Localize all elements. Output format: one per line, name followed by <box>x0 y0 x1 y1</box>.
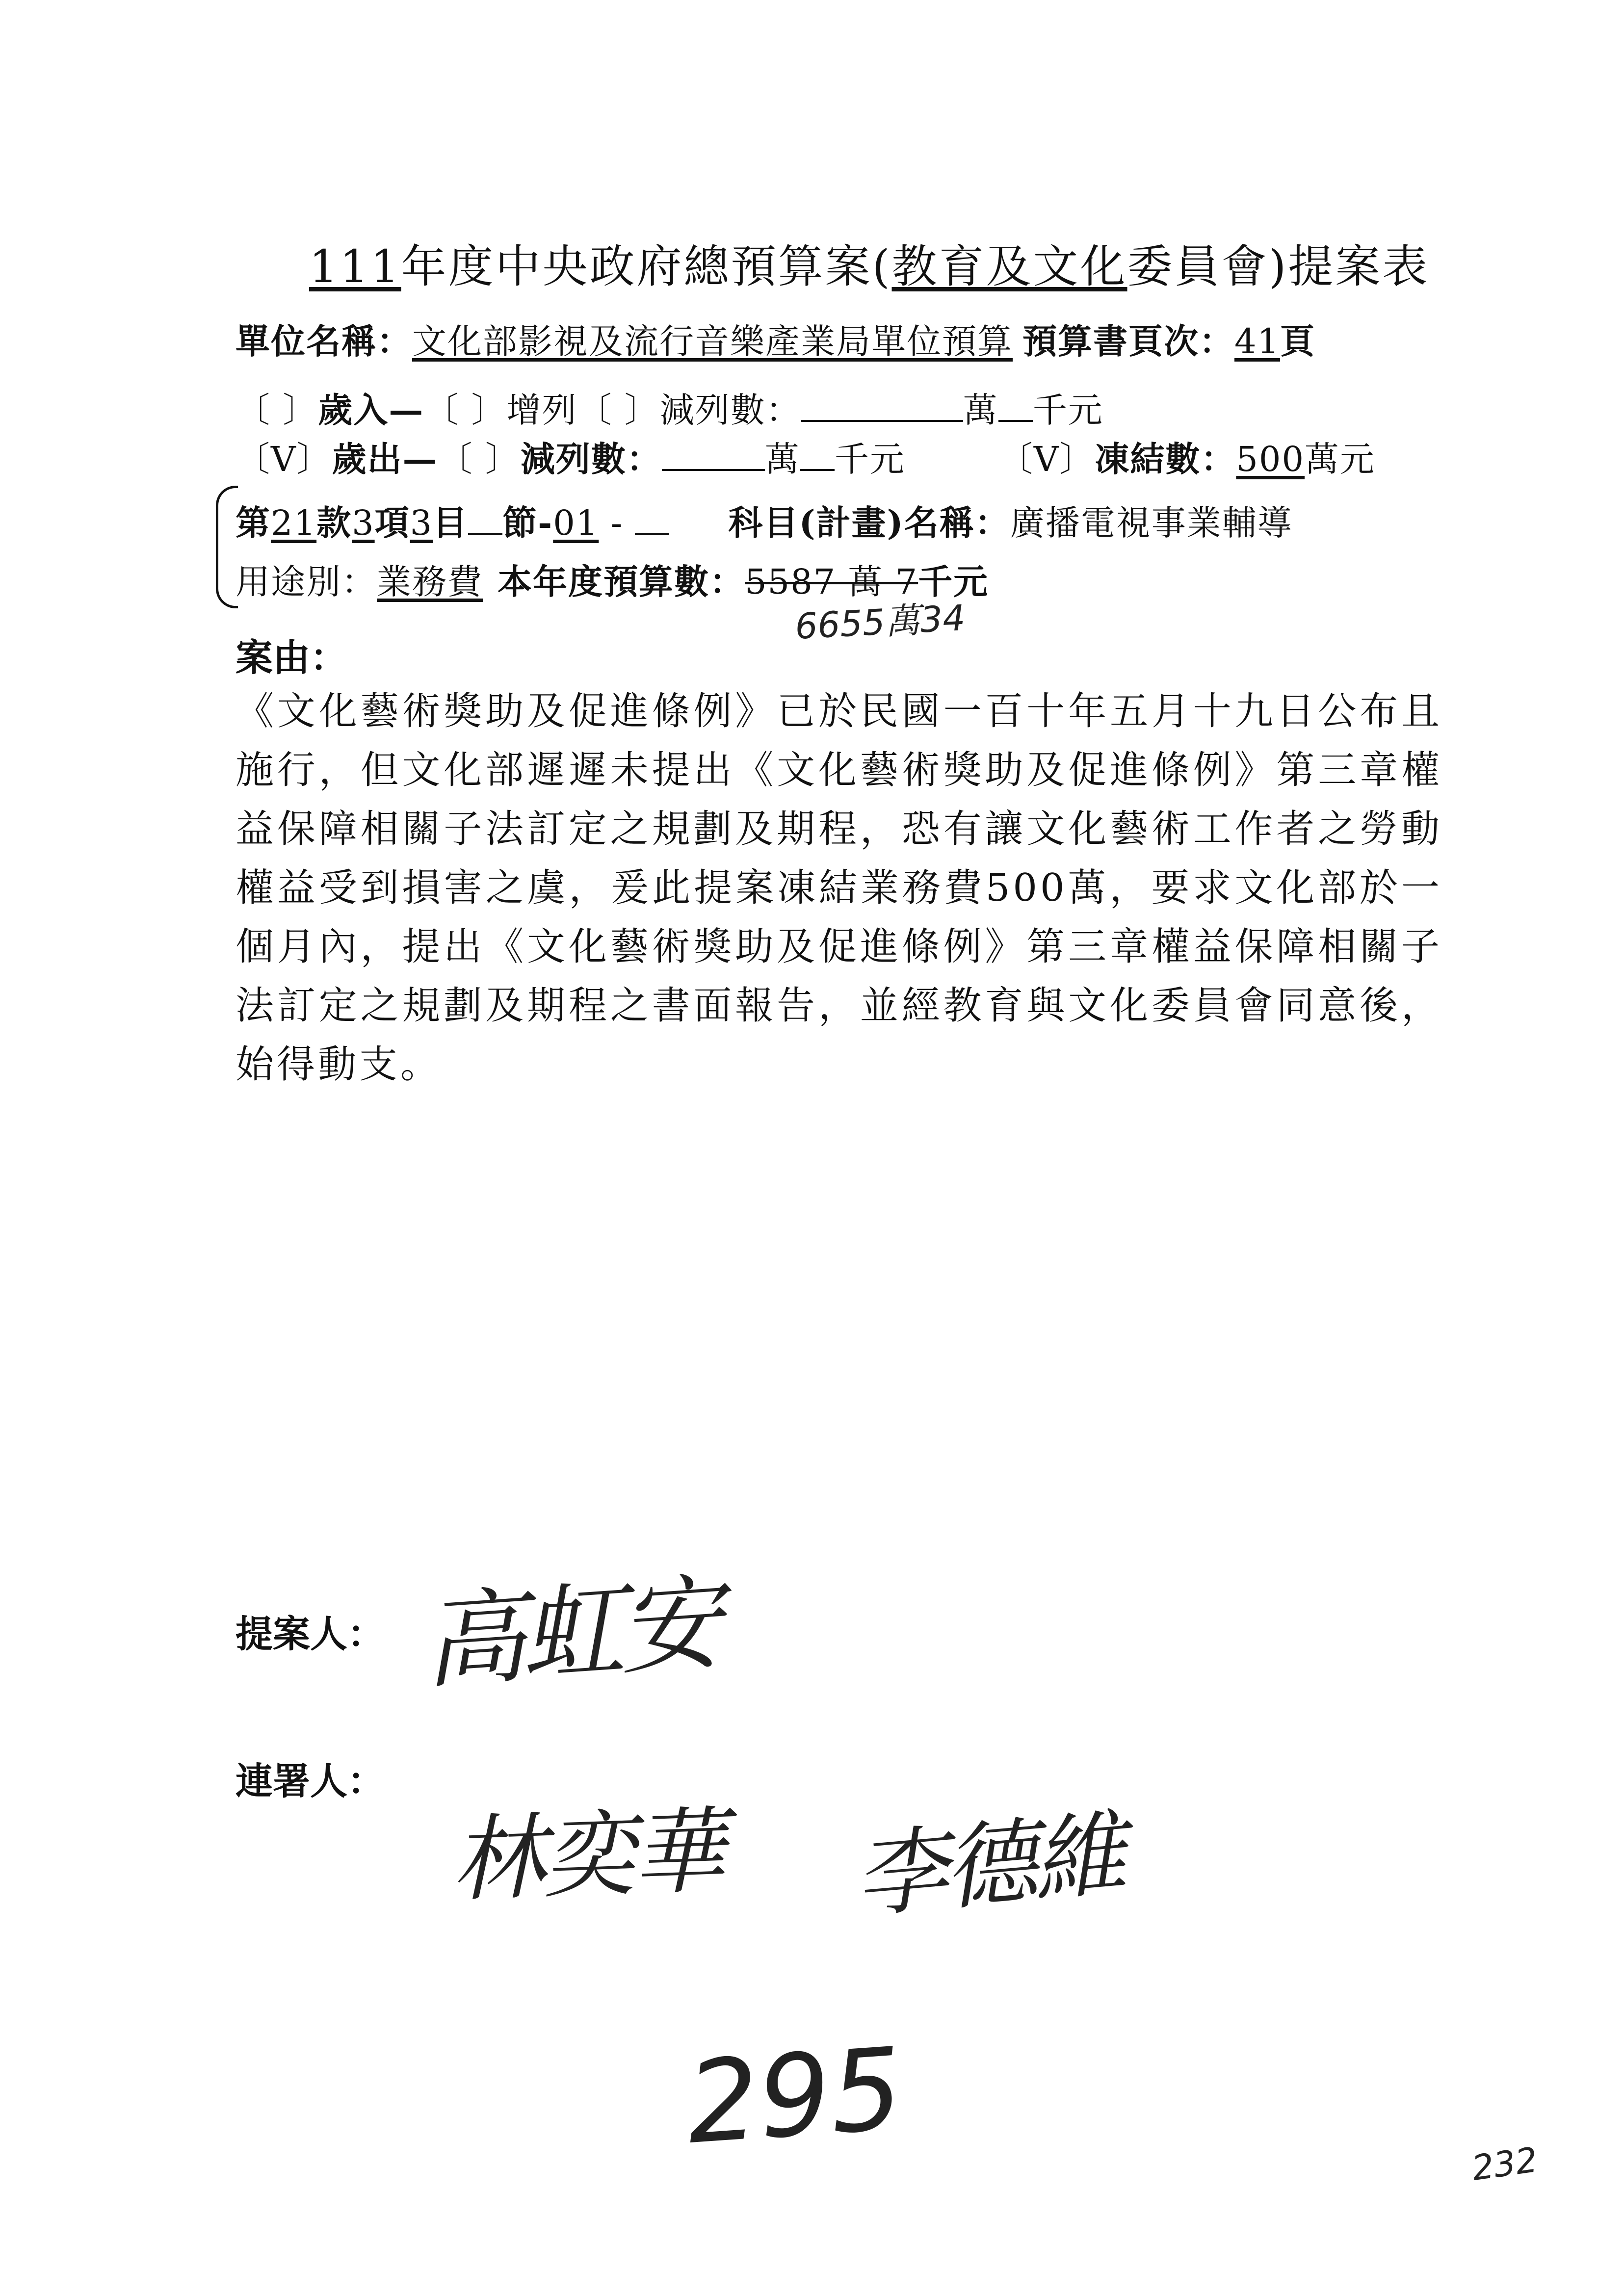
item-bracket <box>216 486 238 608</box>
page-number-corner: 232 <box>1469 2139 1540 2189</box>
item-jie-num: 01 <box>553 503 599 543</box>
expense-row <box>236 432 1375 481</box>
expense-qian: 千元 <box>834 439 905 479</box>
item-row <box>236 496 1293 545</box>
budget-struck: 5587 萬 7 <box>745 562 918 602</box>
expense-box: 〔V〕 <box>236 439 332 479</box>
page-title <box>309 231 1429 295</box>
title-middle: 年度中央政府總預算案( <box>401 240 892 293</box>
expense-box-2: 〔 〕 <box>438 439 521 479</box>
cosigner-signature-1: 林奕華 <box>449 1797 725 1915</box>
revenue-blank-wan <box>801 391 963 422</box>
item-jie: 節- <box>502 502 553 543</box>
revenue-label: 歲入— <box>318 390 424 430</box>
title-year: 111 <box>309 240 401 293</box>
item-mu-num: 3 <box>410 503 433 543</box>
expense-label: 歲出— <box>332 439 438 479</box>
usage-label: 用途別： <box>236 562 377 602</box>
item-di: 第 <box>236 502 271 543</box>
revenue-box-3: 〔 〕 <box>577 390 660 430</box>
item-blank-jie <box>468 503 502 535</box>
item-kuan: 款 <box>316 502 352 543</box>
expense-wan: 萬 <box>764 439 800 479</box>
usage-value: 業務費 <box>377 562 483 602</box>
revenue-box: 〔 〕 <box>236 390 318 430</box>
subject-label: 科目(計畫)名稱： <box>728 502 1010 543</box>
page-number-main: 295 <box>682 2024 907 2169</box>
title-committee: 教育及文化 <box>891 240 1127 293</box>
proposer-label: 提案人： <box>236 1612 385 1656</box>
revenue-blank-qian <box>998 391 1033 422</box>
item-mu: 目 <box>433 502 469 543</box>
budget-label: 本年度預算數： <box>498 561 745 602</box>
reason-label: 案由： <box>236 636 347 679</box>
title-end: 委員會)提案表 <box>1127 240 1430 293</box>
item-xiang-num: 3 <box>352 503 375 543</box>
cosigner-label: 連署人： <box>236 1759 385 1803</box>
expense-blank-wan <box>662 440 765 471</box>
item-dash: - <box>599 503 635 543</box>
item-blank-end <box>635 503 669 535</box>
cosigner-signature-2: 李德維 <box>850 1800 1127 1931</box>
expense-reduce: 減列數： <box>520 439 662 479</box>
reason-text: 《文化藝術獎助及促進條例》已於民國一百十年五月十九日公布且施行，但文化部遲遲未提出《文化藝術獎助及促進條例》第三章權益保障相關子法訂定之規劃及期程，恐有讓文化藝術工作者之勞動權益受到損害之虞，爰此提案凍結業務費500萬，要求文化部於一個月內，提出《文化藝術獎助及促進條例》第三章權益保障相關子法訂定之規劃及期程之書面報告，並經教育與文化委員會同意後，始得動支。 <box>236 689 1442 1087</box>
revenue-box-2: 〔 〕 <box>424 390 507 430</box>
subject-value: 廣播電視事業輔導 <box>1010 503 1293 543</box>
unit-label: 單位名稱： <box>236 321 412 362</box>
unit-row <box>236 314 1315 364</box>
item-kuan-num: 21 <box>271 503 317 543</box>
revenue-reduce: 減列數： <box>659 390 801 430</box>
page-suffix: 頁 <box>1280 321 1316 362</box>
revenue-row <box>236 383 1103 432</box>
revenue-wan: 萬 <box>963 390 998 430</box>
freeze-unit: 萬元 <box>1305 439 1375 479</box>
budget-unit: 千元 <box>918 561 989 602</box>
proposer-signature: 高虹安 <box>419 1563 721 1703</box>
page-value: 41 <box>1234 321 1281 362</box>
item-xiang: 項 <box>374 502 410 543</box>
freeze-label: 凍結數： <box>1095 439 1236 479</box>
revenue-add: 增列 <box>506 390 577 430</box>
expense-blank-qian <box>800 440 835 471</box>
page-label: 預算書頁次： <box>1022 321 1234 362</box>
unit-value: 文化部影視及流行音樂產業局單位預算 <box>412 321 1013 362</box>
freeze-box: 〔V〕 <box>998 439 1095 479</box>
revenue-qian: 千元 <box>1032 390 1103 430</box>
freeze-value: 500 <box>1236 439 1305 479</box>
budget-handwritten-correction: 6655萬34 <box>794 597 967 648</box>
